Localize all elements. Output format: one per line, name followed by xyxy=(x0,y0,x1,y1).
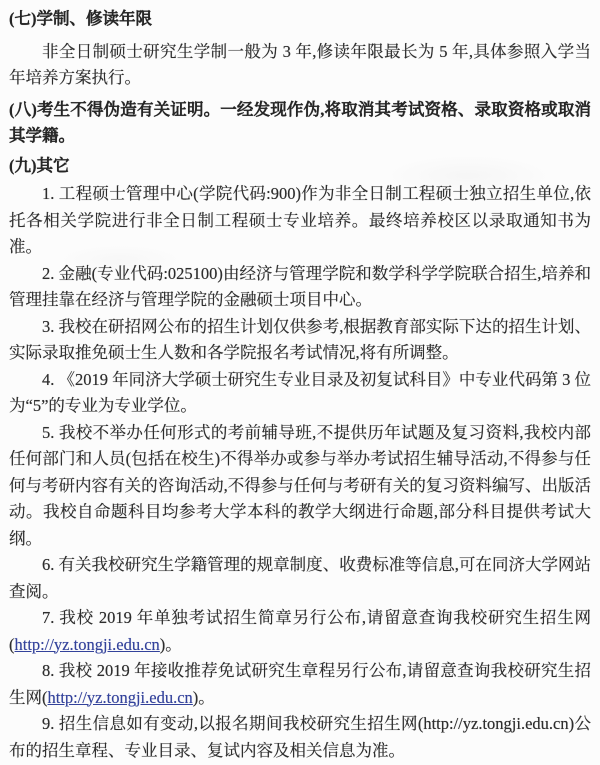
yz-admissions-link[interactable]: http://yz.tongji.edu.cn xyxy=(14,634,160,654)
list-item-2: 2. 金融(专业代码:025100)由经济与管理学院和数学科学学院联合招生,培养和管理挂靠在经济与管理学院的金融硕士项目中心。 xyxy=(9,263,591,309)
list-item-6: 6. 有关我校研究生学籍管理的规章制度、收费标准等信息,可在同济大学网站查阅。 xyxy=(9,555,591,601)
list-item-5: 5. 我校不举办任何形式的考前辅导班,不提供历年试题及复习资料,我校内部任何部门和人员(包括在校生)不得举办或参与举办考试招生辅导活动,不得参与任何与考研内容有关的咨询活动,不得参与任何与考研有关的复习资料编写、出版活动。我校自命题科目均参考大学本科的教学大纲进行命题,部分科目提供考试大纲。 xyxy=(9,422,591,548)
list-item-1: 1. 工程硕士管理中心(学院代码:900)作为非全日制工程硕士独立招生单位,依托各相关学院进行非全日制工程硕士专业培养。最终培养校区以录取通知书为准。 xyxy=(9,184,591,256)
list-item-9: 9. 招生信息如有变动,以报名期间我校研究生招生网(http://yz.tongji.edu.cn)公布的招生章程、专业目录、复试内容及相关信息为准。 xyxy=(9,714,591,760)
list-item-4: 4. 《2019 年同济大学硕士研究生专业目录及初复试科目》中专业代码第 3 位为“5”的专业为专业学位。 xyxy=(9,369,591,415)
section-9-heading: (九)其它 xyxy=(9,155,70,175)
list-item-7-text: 7. 我校 2019 年单独考试招生简章另行公布,请留意查询我校研究生招生网( xyxy=(9,608,591,654)
section-7-body: 非全日制硕士研究生学制一般为 3 年,修读年限最长为 5 年,具体参照入学当年培养方案执行。 xyxy=(9,41,591,87)
section-8-paragraph: (八)考生不得伪造有关证明。一经发现作伪,将取消其考试资格、录取资格或取消其学籍。 xyxy=(9,99,591,145)
list-item-7-suffix: )。 xyxy=(159,634,182,654)
section-7-heading: (七)学制、修读年限 xyxy=(9,9,152,28)
list-item-7 xyxy=(9,605,591,658)
list-item-3: 3. 我校在研招网公布的招生计划仅供参考,根据教育部实际下达的招生计划、实际录取推免硕士生人数和各学院报名考试情况,将有所调整。 xyxy=(9,316,591,362)
list-item-8 xyxy=(9,658,591,711)
list-item-8-text: 8. 我校 2019 年接收推荐免试研究生章程另行公布,请留意查询我校研究生招生网( xyxy=(9,661,591,707)
list-item-8-suffix: )。 xyxy=(192,687,215,707)
yz-admissions-link[interactable]: http://yz.tongji.edu.cn xyxy=(47,687,193,707)
